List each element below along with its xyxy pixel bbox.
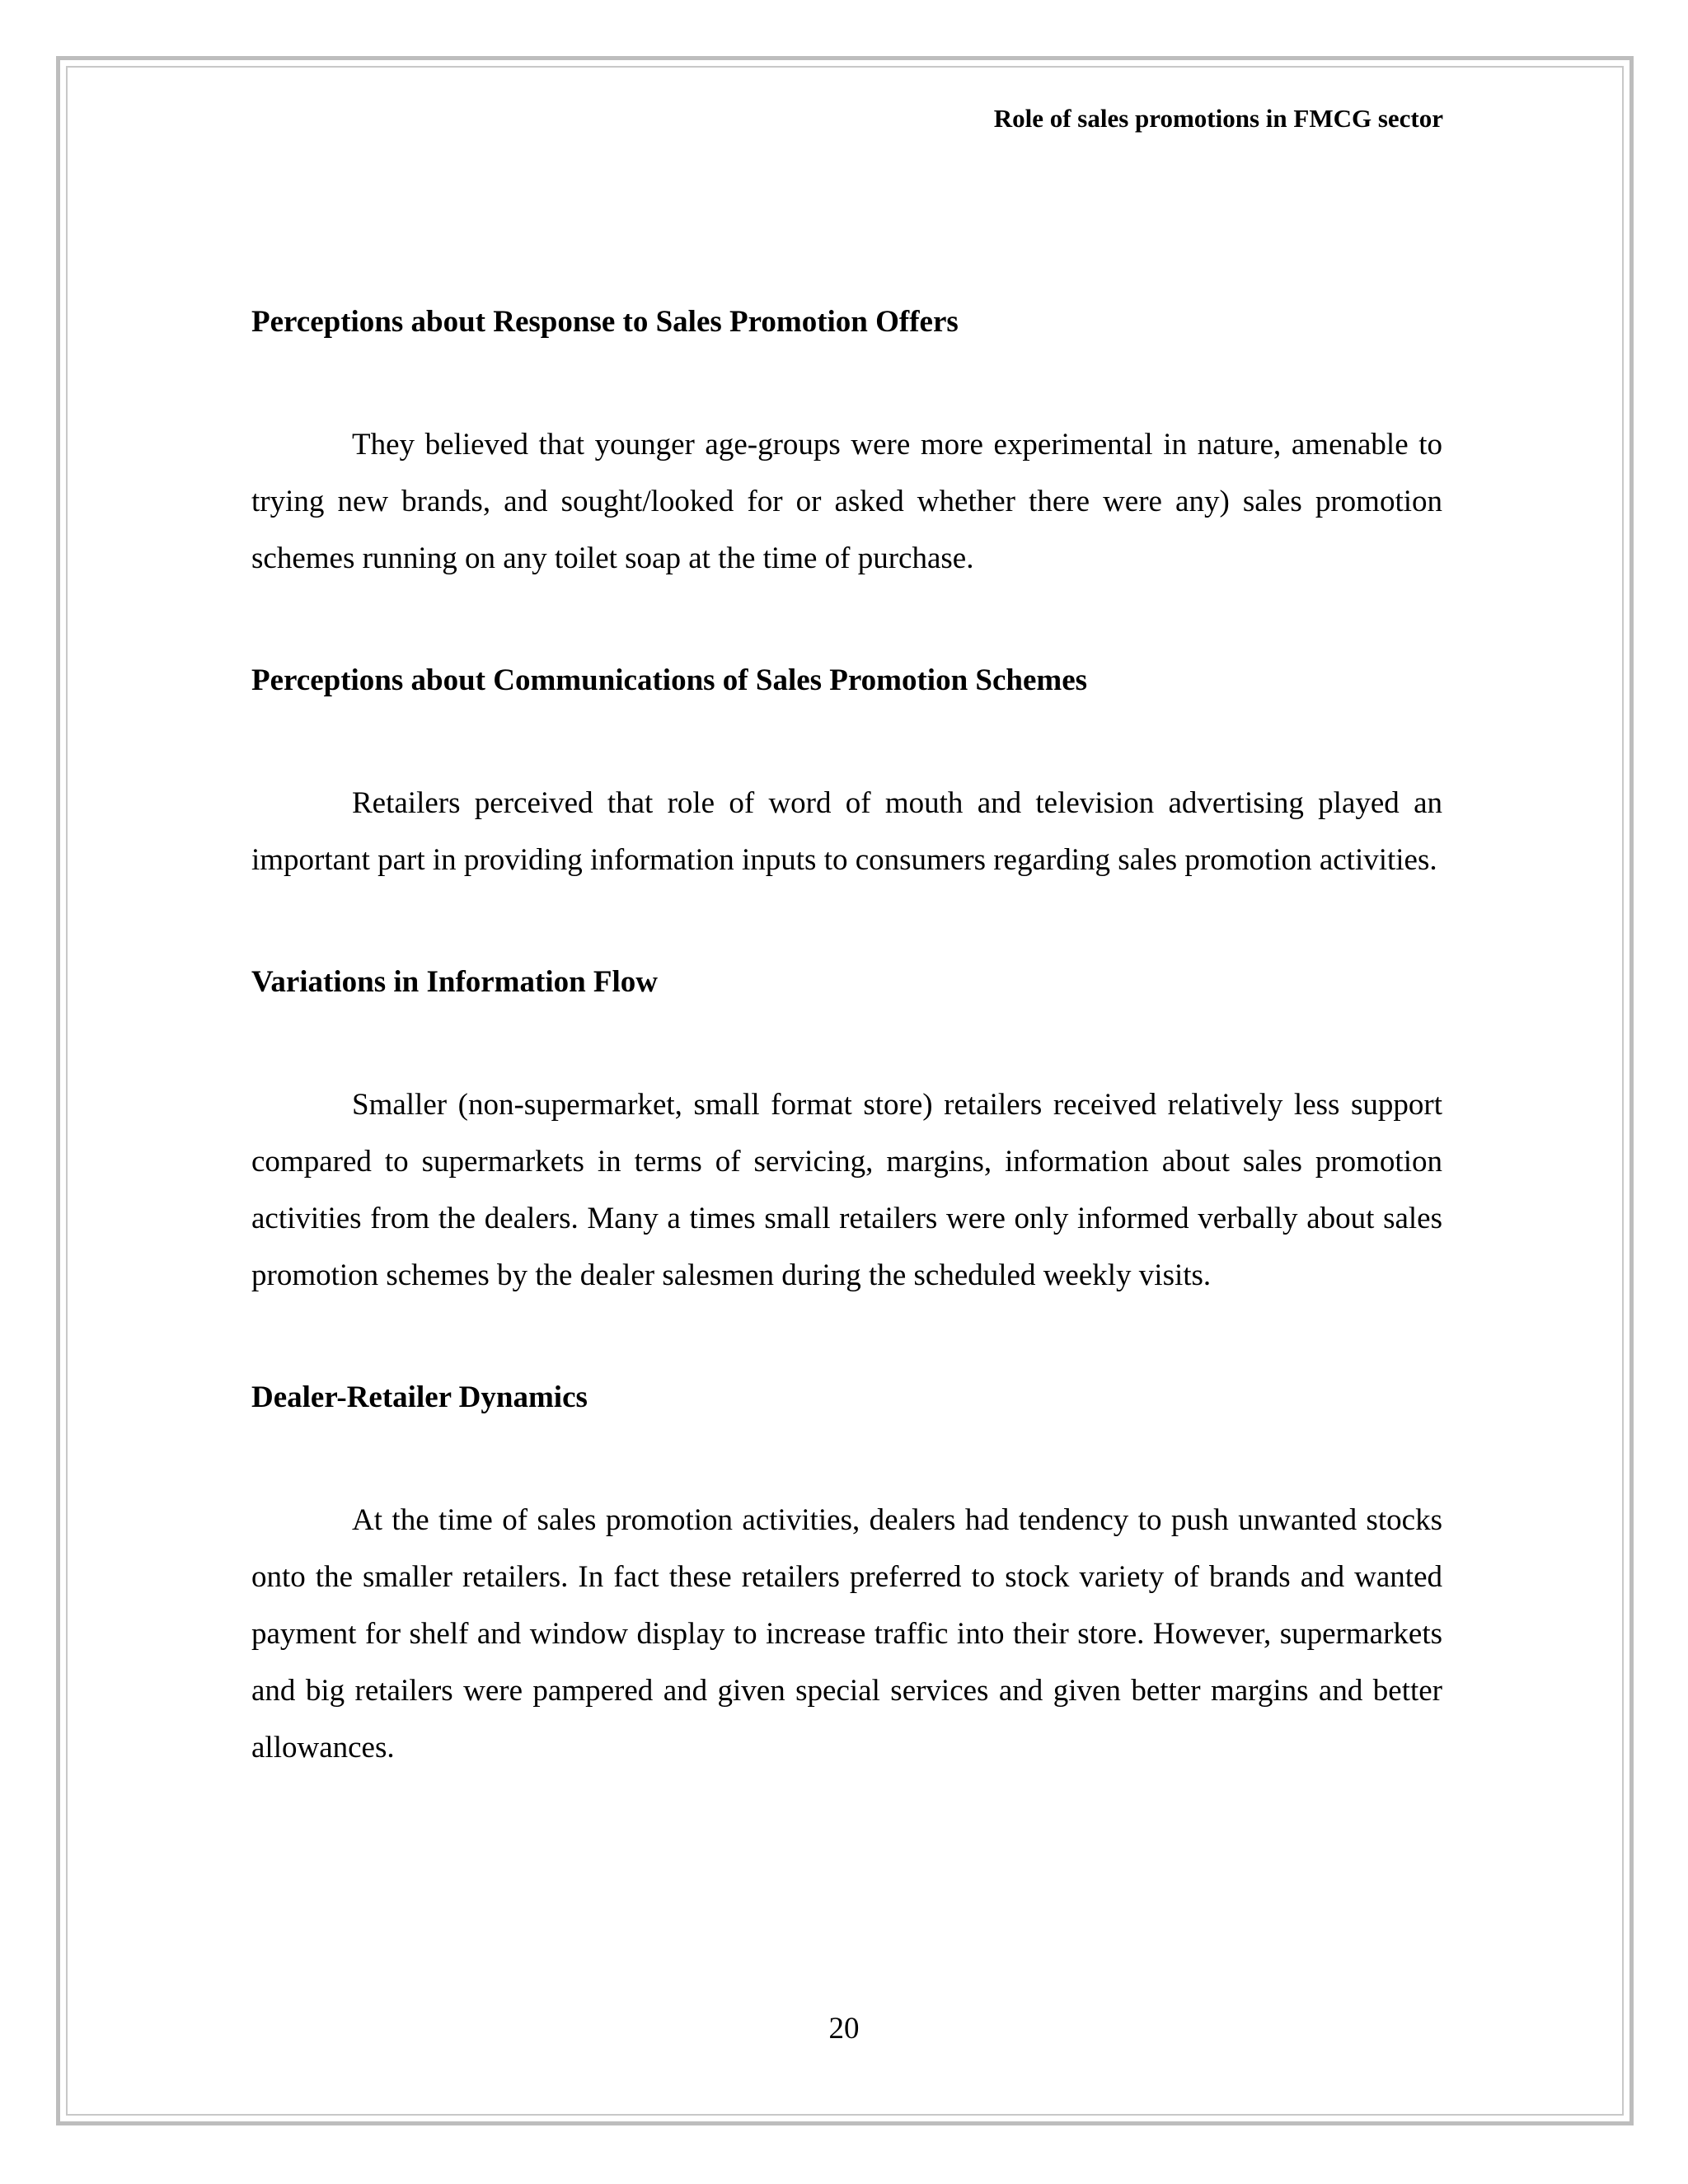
page-number: 20 (828, 2012, 860, 2046)
section-heading-dealer-retailer: Dealer-Retailer Dynamics (251, 1380, 588, 1414)
section-paragraph-dealer-retailer: At the time of sales promotion activities, dealers had tendency to push unwanted stocks onto the smaller retailers. In fact these retailers preferred to stock variety of brands and wanted payment for shelf and window display to increase traffic into their store. However, supermarkets and big retailers were pampered and given special services and given better margins and better allowances. (251, 1503, 1442, 1765)
section-heading-communications: Perceptions about Communications of Sales Promotion Schemes (251, 663, 1088, 697)
section-heading-information-flow: Variations in Information Flow (251, 965, 659, 999)
section-paragraph-information-flow: Smaller (non-supermarket, small format store) retailers received relatively less support compared to supermarkets in terms of servicing, margins, information about sales promotion activities from the dealers. Many a times small retailers were only informed verbally about sales promotion schemes by the dealer salesmen during the scheduled weekly visits. (251, 1088, 1442, 1292)
document-body (251, 302, 1442, 1776)
section-paragraph-communications: Retailers perceived that role of word of mouth and television advertising played an important part in providing information inputs to consumers regarding sales promotion activities. (251, 786, 1442, 877)
running-header: Role of sales promotions in FMCG sector (993, 104, 1443, 133)
section-heading-response: Perceptions about Response to Sales Promotion Offers (251, 305, 959, 339)
section-paragraph-response: They believed that younger age-groups were more experimental in nature, amenable to trying new brands, and sought/looked for or asked whether there were any) sales promotion schemes running on any toilet soap at the time of purchase. (251, 428, 1442, 575)
